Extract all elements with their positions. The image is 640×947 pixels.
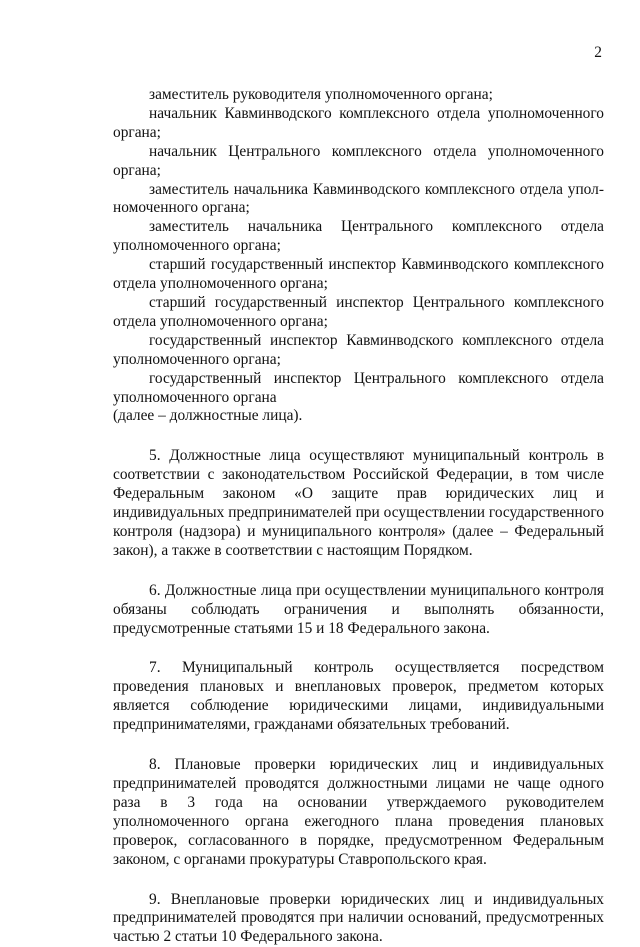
list-item: старший государственный инспектор Кавминводского комплексного отдела уполномоченного органа;	[113, 256, 604, 293]
page-number: 2	[594, 44, 602, 61]
list-item: заместитель руководителя уполномоченного органа;	[149, 86, 493, 103]
list-closing: (далее – должностные лица).	[113, 407, 303, 425]
paragraph-gap	[113, 426, 604, 447]
paragraph-7: 7. Муниципальный контроль осуществляется посредством проведения плановых и внеплановых проверок, предметом которых является соблюдение юридическими лицами, индивидуальными предпринимателями, гражданами обязательных требований.	[113, 659, 604, 734]
list-item: государственный инспектор Центрального комплексного отдела уполномоченного органа	[113, 369, 604, 406]
paragraph-5: 5. Должностные лица осуществляют муниципальный контроль в соответствии с законодательством Российской Федерации, в том числе Федеральным законом «О защите прав юридических лиц и индивидуальных предпринимателей при осуществлении государственного контроля (надзора) и муниципального контроля» (далее – Федеральный закон), а также в соответствии с настоящим Порядком.	[113, 447, 604, 559]
paragraph-gap	[113, 870, 604, 891]
paragraph-gap	[113, 561, 604, 582]
list-item: заместитель начальника Кавминводского комплексного отдела уполномоченного органа;	[113, 180, 604, 217]
list-item: старший государственный инспектор Центрального комплексного отдела уполномоченного органа;	[113, 293, 604, 330]
list-item: заместитель начальника Центрального комплексного отдела уполномоченного органа;	[113, 218, 604, 255]
paragraph-9: 9. Внеплановые проверки юридических лиц и индивидуальных предпринимателей проводятся при наличии оснований, предусмотренных частью 2 статьи 10 Федерального закона.	[113, 890, 604, 946]
document-body	[113, 86, 604, 947]
list-item: начальник Кавминводского комплексного отдела уполномоченного органа;	[113, 104, 604, 141]
list-item: начальник Центрального комплексного отдела уполномоченного органа;	[113, 142, 604, 179]
paragraph-8: 8. Плановые проверки юридических лиц и индивидуальных предпринимателей проводятся должностными лицами не чаще одного раза в 3 года на основании утверждаемого руководителем уполномоченного органа ежегодного плана проведения плановых проверок, согласованного в порядке, предусмотренном Федеральным законом, с органами прокуратуры Ставропольского края.	[113, 756, 604, 868]
paragraph-gap	[113, 638, 604, 659]
paragraph-gap	[113, 735, 604, 756]
list-item: государственный инспектор Кавминводского комплексного отдела уполномоченного органа;	[113, 331, 604, 368]
paragraph-6: 6. Должностные лица при осуществлении муниципального контроля обязаны соблюдать ограничения и выполнять обязанности, предусмотренные статьями 15 и 18 Федерального закона.	[113, 581, 604, 637]
